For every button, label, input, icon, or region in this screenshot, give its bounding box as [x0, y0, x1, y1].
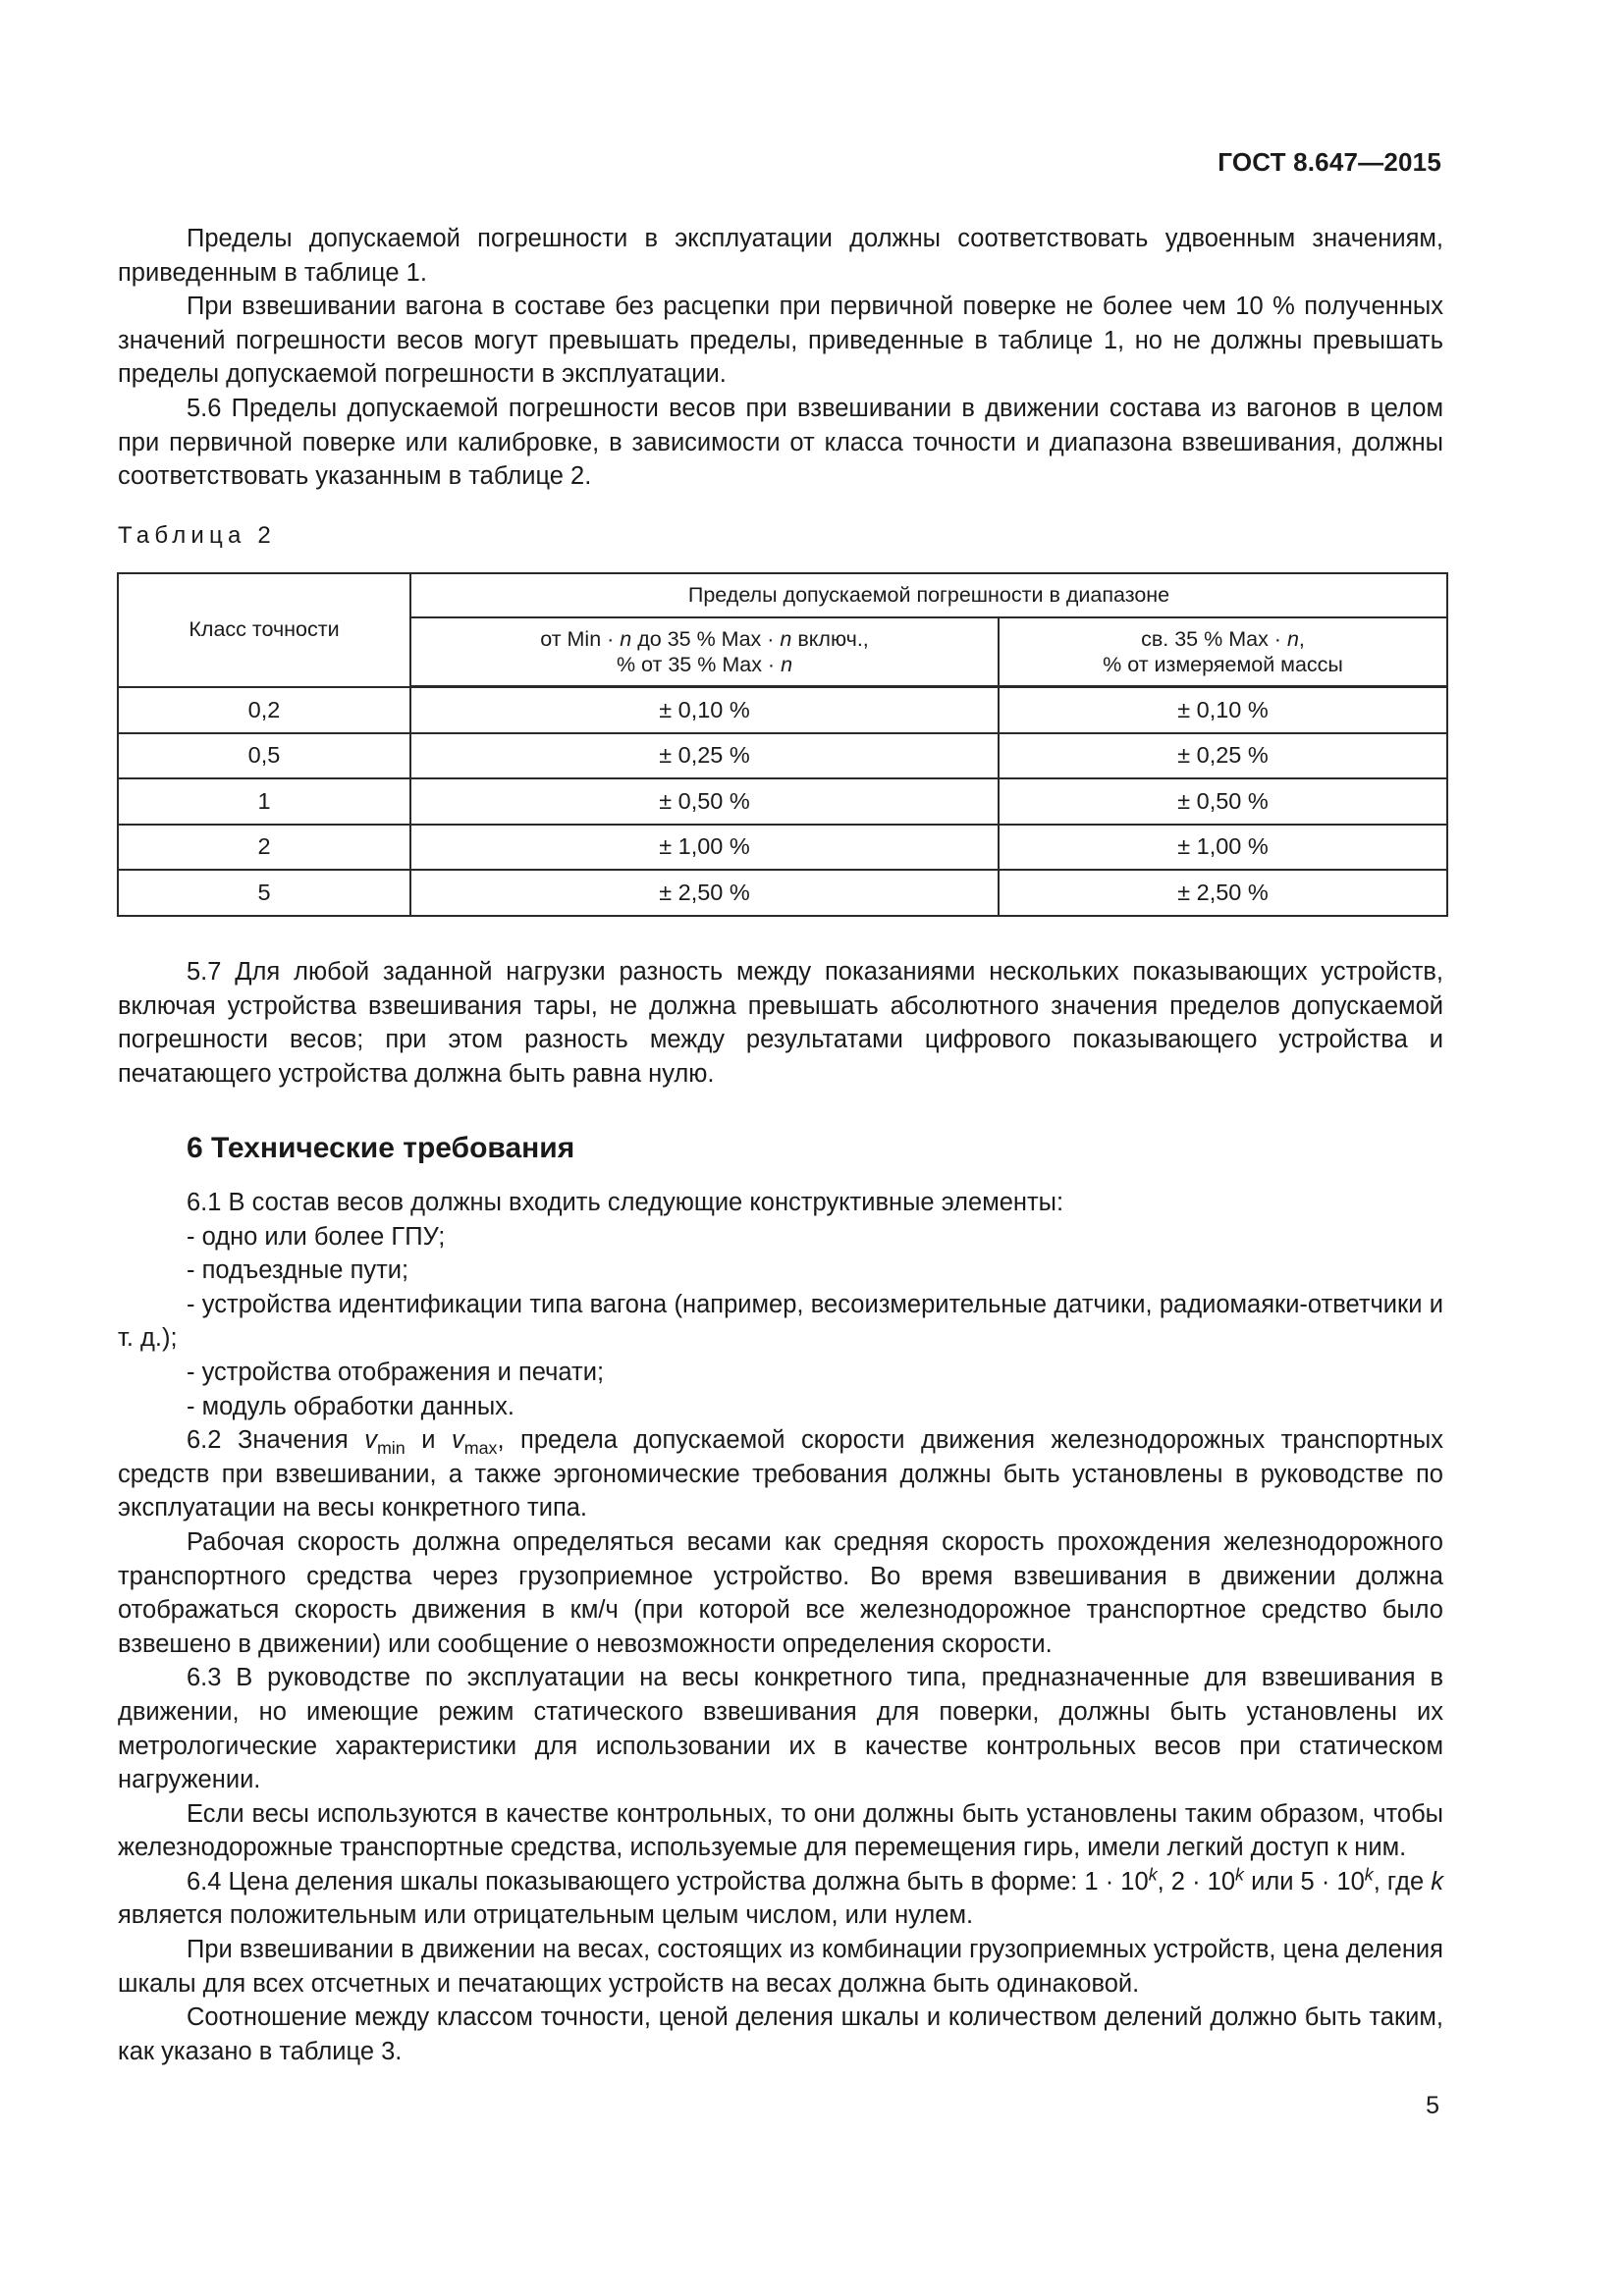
cell-range-high: ± 0,10 % [999, 687, 1447, 733]
cell-range-low: ± 0,10 % [410, 687, 999, 733]
page-number: 5 [1426, 2092, 1439, 2119]
table-2 [117, 572, 1448, 917]
paragraph-5-6: 5.6 Пределы допускаемой погрешности весов при взвешивании в движении состава из вагонов в целом при первичной поверке или калибровке, в зависимости от класса точности и диапазона взвешивания, должны соответствовать указанным в таблице 2. [118, 394, 1443, 491]
list-item: - устройства идентификации типа вагона (например, весоизмерительные датчики, радиомаяки-ответчики и т. д.); [118, 1290, 1443, 1353]
document-code: ГОСТ 8.647—2015 [1218, 147, 1441, 177]
paragraph-control-scales: Если весы используются в качестве контрольных, то они должны быть установлены таким образом, чтобы железнодорожные транспортные средства, используемые для перемещения гирь, имели легкий доступ к ним. [118, 1799, 1443, 1862]
paragraph-6-4: 6.4 Цена деления шкалы показывающего устройства должна быть в форме: $1 \cdot 10^k$, $2 \cdot 10^k$ или $5 \cdot 10^k$, где k является положительным или отрицательным целым числом, или нулем. [118, 1864, 1443, 1930]
list-item: - устройства отображения и печати; [187, 1358, 605, 1386]
paragraph-6-2: 6.2 Значения $v_{min}$ и $v_{max}$, предела допускаемой скорости движения железнодорожных транспортных средств при взвешивании, а также эргономические требования должны быть установлены в руководстве по эксплуатации на весы конкретного типа. [118, 1426, 1444, 1522]
table-row [118, 870, 1447, 916]
cell-range-high: ± 2,50 % [999, 870, 1447, 916]
table-row [118, 825, 1447, 871]
section-6 [118, 1129, 1443, 2068]
table-row [118, 733, 1447, 779]
paragraph-working-speed: Рабочая скорость должна определяться весами как средняя скорость прохождения железнодорожного транспортного средства через грузоприемное устройство. Во время взвешивания в движении должна отображаться скорость движения в км/ч (при которой все железнодорожное транспортное средство было взвешено в движении) или сообщение о невозможности определения скорости. [118, 1527, 1443, 1658]
cell-class: 1 [118, 778, 410, 825]
header-range-low: от Min · n до 35 % Max · n включ., % от 35 % Max · n [410, 617, 999, 687]
table-row [118, 778, 1447, 825]
list-item: - подъездные пути; [187, 1256, 409, 1285]
list-item: - модуль обработки данных. [187, 1392, 514, 1420]
cell-range-low: ± 1,00 % [410, 825, 999, 871]
cell-class: 5 [118, 870, 410, 916]
paragraph-6-3: 6.3 В руководстве по эксплуатации на весы конкретного типа, предназначенные для взвешивания в движении, но имеющие режим статического взвешивания для поверки, должны быть установлены их метрологические характеристики для использовании их в качестве контрольных весов при статическом нагружении. [118, 1664, 1443, 1794]
header-accuracy-class: Класс точности [118, 573, 410, 687]
paragraph-5-7-block [118, 955, 1443, 1091]
list-item: - одно или более ГПУ; [187, 1222, 446, 1251]
top-text-block [118, 222, 1443, 494]
paragraph-6-1: 6.1 В состав весов должны входить следующие конструктивные элементы: [187, 1189, 1064, 1216]
table-row [118, 687, 1447, 733]
cell-range-low: ± 2,50 % [410, 870, 999, 916]
cell-class: 0,2 [118, 687, 410, 733]
paragraph-5-7: 5.7 Для любой заданной нагрузки разность между показаниями нескольких показывающих устройств, включая устройства взвешивания тары, не должна превышать абсолютного значения пределов допускаемой погрешности весов; при этом разность между результатами цифрового показывающего устройства и печатающего устройства должна быть равна нулю. [118, 958, 1443, 1088]
cell-class: 0,5 [118, 733, 410, 779]
paragraph-wagon-weighing: При взвешивании вагона в составе без расцепки при первичной поверке не более чем 10 % полученных значений погрешности весов могут превышать пределы, приведенные в таблице 1, но не должны превышать пределы допускаемой погрешности в эксплуатации. [118, 293, 1443, 389]
header-error-limits: Пределы допускаемой погрешности в диапазоне [410, 573, 1447, 617]
section-heading: 6 Технические требования [187, 1132, 575, 1164]
cell-range-high: ± 0,25 % [999, 733, 1447, 779]
cell-range-high: ± 0,50 % [999, 778, 1447, 825]
paragraph-motion-weighing: При взвешивании в движении на весах, состоящих из комбинации грузоприемных устройств, цена деления шкалы для всех отсчетных и печатающих устройств на весах должна быть одинаковой. [118, 1936, 1443, 1998]
paragraph-ratio: Соотношение между классом точности, ценой деления шкалы и количеством делений должно быть таким, как указано в таблице 3. [118, 2003, 1443, 2065]
table-caption: Таблица 2 [118, 522, 276, 549]
paragraph-operation-limits: Пределы допускаемой погрешности в эксплуатации должны соответствовать удвоенным значениям, приведенным в таблице 1. [118, 225, 1443, 287]
cell-range-low: ± 0,25 % [410, 733, 999, 779]
header-range-high: св. 35 % Max · n, % от измеряемой массы [999, 617, 1447, 687]
cell-range-high: ± 1,00 % [999, 825, 1447, 871]
cell-class: 2 [118, 825, 410, 871]
cell-range-low: ± 0,50 % [410, 778, 999, 825]
